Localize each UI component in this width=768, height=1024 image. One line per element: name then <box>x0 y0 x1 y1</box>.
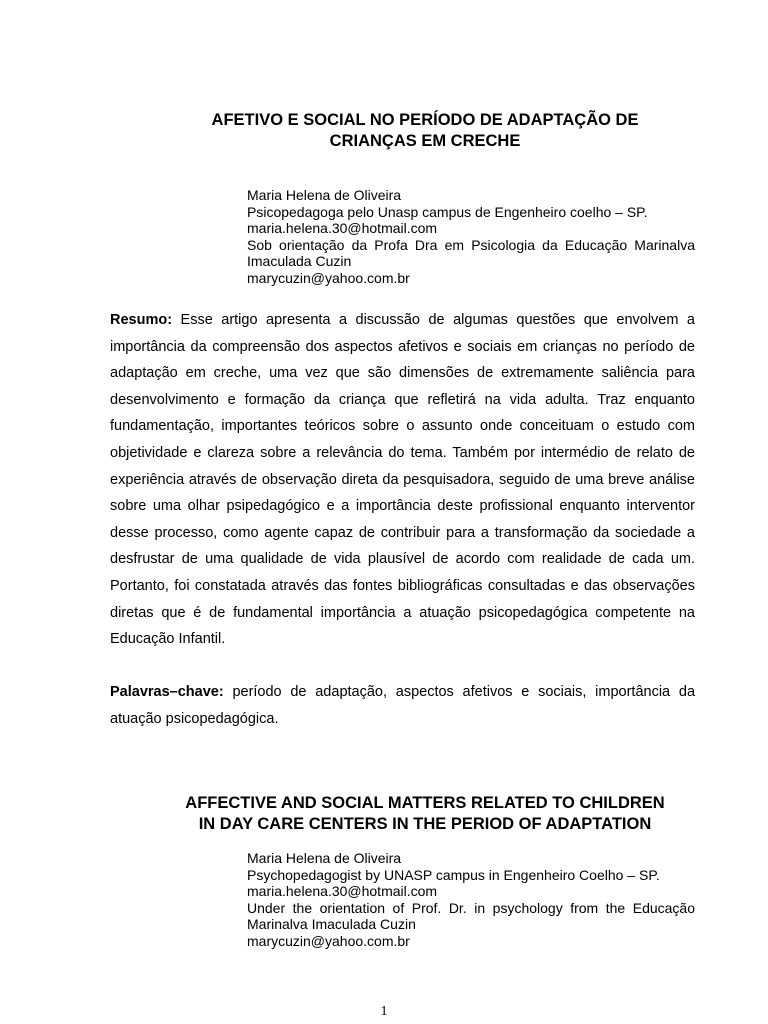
abstract-text: Esse artigo apresenta a discussão de algumas questões que envolvem a importância da compreensão dos aspectos afetivos e sociais em crianças no período de adaptação em creche, uma vez que são dimensões de extremamente saliência para desenvolvimento e formação da criança que refletirá na vida adulta. Traz enquanto fundamentação, importantes teóricos sobre o assunto onde conceituam o estudo com objetividade e clareza sobre a relevância do tema. Também por intermédio de relato de experiência através de observação direta da pesquisadora, seguido de uma breve análise sobre uma olhar psipedagógico e a importância deste profissional enquanto interventor desse processo, como agente capaz de contribuir para a transformação da sociedade a desfrustar de uma qualidade de vida plausível de acordo com realidade de cada um. Portanto, foi constatada através das fontes bibliográficas consultadas e das observações diretas que é de fundamental importância a atuação psicopedagógica competente na Educação Infantil. <box>110 312 695 648</box>
english-author-block <box>247 850 695 950</box>
author-name: Maria Helena de Oliveira <box>247 850 402 866</box>
portuguese-title <box>110 110 740 152</box>
advisor-email: marycuzin@yahoo.com.br <box>247 269 410 286</box>
english-title <box>110 793 740 835</box>
abstract-label: Resumo: <box>110 312 173 328</box>
advisor-email: marycuzin@yahoo.com.br <box>247 932 410 949</box>
author-name: Maria Helena de Oliveira <box>247 187 402 203</box>
advisor-line-1: Under the orientation of Prof. Dr. in psychology from the Educação <box>247 899 695 916</box>
keywords-paragraph <box>110 679 695 732</box>
author-affiliation: Psicopedagoga pelo Unasp campus de Engenheiro coelho – SP. <box>247 203 648 220</box>
advisor-line-2: Marinalva Imaculada Cuzin <box>247 916 416 933</box>
abstract-paragraph <box>110 307 695 653</box>
english-title-line-1: AFFECTIVE AND SOCIAL MATTERS RELATED TO CHILDREN <box>185 794 665 812</box>
page-number: 1 <box>380 1004 388 1019</box>
keywords-text: período de adaptação, aspectos afetivos e sociais, importância da atuação psicopedagógica. <box>110 684 696 727</box>
portuguese-title-line-2: CRIANÇAS EM CRECHE <box>329 132 521 150</box>
author-affiliation: Psychopedagogist by UNASP campus in Engenheiro Coelho – SP. <box>247 866 660 883</box>
keywords-label: Palavras–chave: <box>110 684 224 700</box>
portuguese-author-block <box>247 187 695 287</box>
advisor-line-1: Sob orientação da Profa Dra em Psicologia da Educação Marinalva <box>247 236 695 253</box>
portuguese-title-line-1: AFETIVO E SOCIAL NO PERÍODO DE ADAPTAÇÃO DE <box>211 111 639 129</box>
english-title-line-2: IN DAY CARE CENTERS IN THE PERIOD OF ADAPTATION <box>198 815 652 833</box>
author-email: maria.helena.30@hotmail.com <box>247 220 438 237</box>
author-email: maria.helena.30@hotmail.com <box>247 883 438 900</box>
advisor-line-2: Imaculada Cuzin <box>247 253 352 270</box>
